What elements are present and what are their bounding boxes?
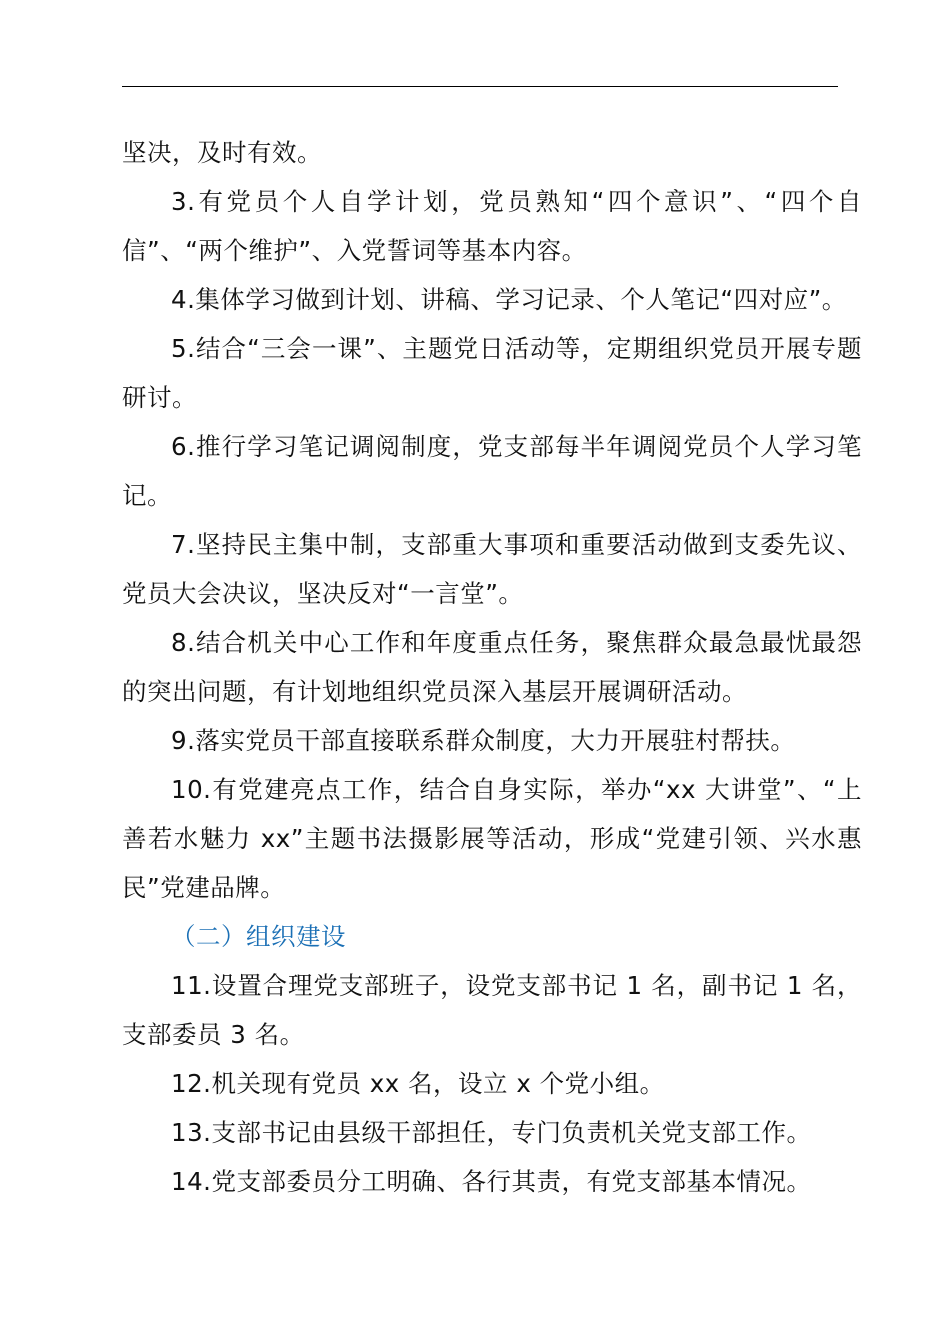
paragraph-item-7: 7.坚持民主集中制，支部重大事项和重要活动做到支委先议、党员大会决议，坚决反对“一言堂”。 bbox=[122, 530, 862, 608]
paragraph-item-3: 3.有党员个人自学计划，党员熟知“四个意识”、“四个自信”、“两个维护”、入党誓词等基本内容。 bbox=[122, 187, 862, 265]
header-rule bbox=[122, 86, 838, 87]
section-heading: （二）组织建设 bbox=[171, 922, 346, 951]
paragraph-item-8: 8.结合机关中心工作和年度重点任务，聚焦群众最急最忧最怨的突出问题，有计划地组织党员深入基层开展调研活动。 bbox=[122, 628, 862, 706]
paragraph-item-14: 14.党支部委员分工明确、各行其责，有党支部基本情况。 bbox=[171, 1167, 812, 1196]
document-body bbox=[122, 128, 862, 1206]
paragraph-item-12: 12.机关现有党员 xx 名，设立 x 个党小组。 bbox=[171, 1069, 665, 1098]
paragraph-continuation: 坚决，及时有效。 bbox=[122, 138, 322, 167]
paragraph-item-13: 13.支部书记由县级干部担任，专门负责机关党支部工作。 bbox=[171, 1118, 812, 1147]
paragraph-item-10: 10.有党建亮点工作，结合自身实际，举办“xx 大讲堂”、“上善若水魅力 xx”主题书法摄影展等活动，形成“党建引领、兴水惠民”党建品牌。 bbox=[122, 775, 862, 902]
paragraph-item-9: 9.落实党员干部直接联系群众制度，大力开展驻村帮扶。 bbox=[171, 726, 796, 755]
paragraph-item-5: 5.结合“三会一课”、主题党日活动等，定期组织党员开展专题研讨。 bbox=[122, 334, 862, 412]
paragraph-item-11: 11.设置合理党支部班子，设党支部书记 1 名，副书记 1 名，支部委员 3 名。 bbox=[122, 971, 862, 1049]
paragraph-item-6: 6.推行学习笔记调阅制度，党支部每半年调阅党员个人学习笔记。 bbox=[122, 432, 862, 510]
paragraph-item-4: 4.集体学习做到计划、讲稿、学习记录、个人笔记“四对应”。 bbox=[171, 285, 847, 314]
